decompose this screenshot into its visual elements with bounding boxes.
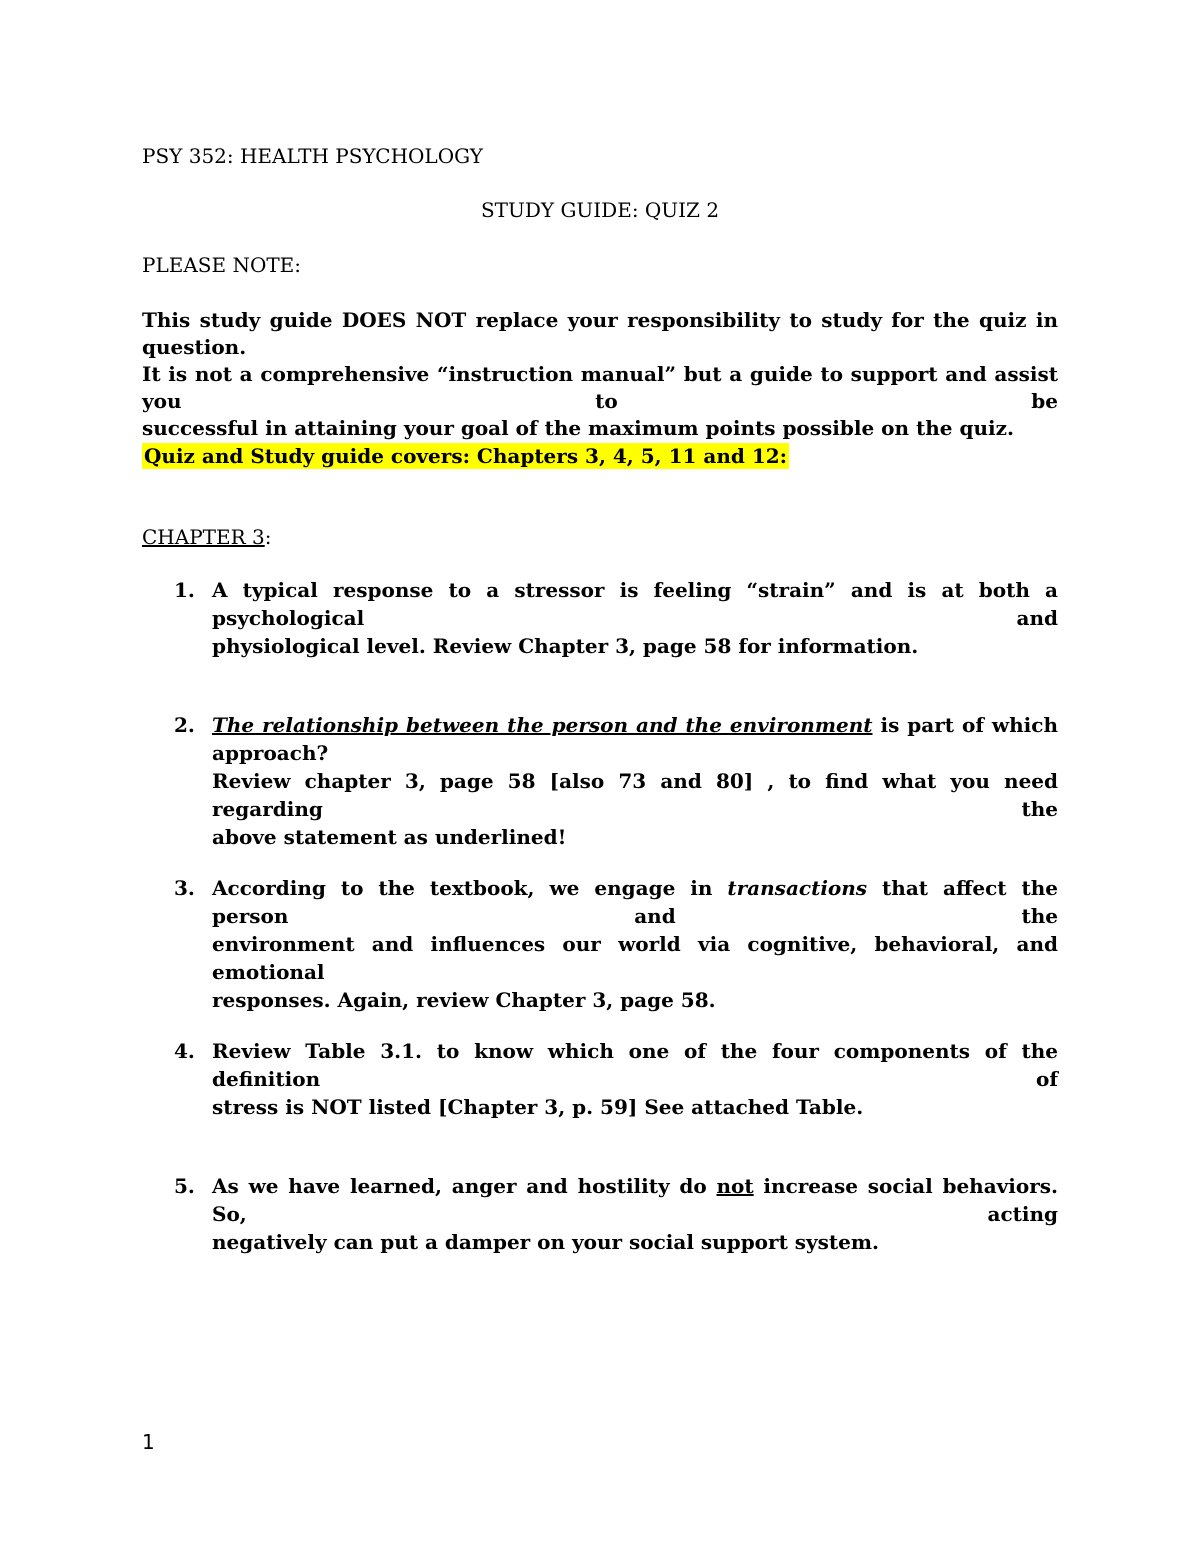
chapter-heading — [142, 524, 271, 550]
item-line-pre: As we have learned, anger and hostility do — [212, 1174, 717, 1198]
disclaimer-paragraph — [142, 307, 1058, 442]
item-line: A typical response to a stressor is feeling “strain” and is at both a psychological and — [212, 578, 1058, 630]
underlined-phrase: The relationship between the person and the environment — [212, 713, 873, 737]
item-text — [212, 1037, 1058, 1121]
item-text — [212, 711, 1058, 851]
chapter-heading-text: CHAPTER 3 — [142, 525, 265, 549]
item-line: Review chapter 3, page 58 [also 73 and 80] , to find what you need regarding the — [212, 769, 1058, 821]
item-number: 2. — [174, 713, 195, 737]
item-text — [212, 1172, 1058, 1256]
item-line: responses. Again, review Chapter 3, page 58. — [212, 988, 716, 1012]
item-line: physiological level. Review Chapter 3, page 58 for information. — [212, 634, 919, 658]
item-line — [212, 711, 1058, 767]
page-number: 1 — [142, 1430, 155, 1454]
item-line-pre: According to the textbook, we engage in — [212, 876, 728, 900]
item-line: negatively can put a damper on your social support system. — [212, 1230, 879, 1254]
item-line: stress is NOT listed [Chapter 3, p. 59] See attached Table. — [212, 1095, 864, 1119]
study-guide-title: STUDY GUIDE: QUIZ 2 — [480, 198, 720, 222]
underlined-word: not — [716, 1174, 754, 1198]
chapter-heading-colon: : — [264, 525, 272, 549]
item-line: Review Table 3.1. to know which one of the four components of the definition of — [212, 1039, 1058, 1091]
disclaimer-line: This study guide DOES NOT replace your responsibility to study for the quiz in question. — [142, 308, 1058, 359]
item-number: 1. — [174, 578, 195, 602]
item-line-rest: is part of which approach? — [212, 713, 1058, 765]
note-label: PLEASE NOTE: — [142, 253, 302, 277]
emphasized-word: transactions — [727, 876, 868, 900]
item-number: 4. — [174, 1039, 195, 1063]
disclaimer-line: successful in attaining your goal of the maximum points possible on the quiz. — [142, 416, 1014, 440]
item-number: 3. — [174, 876, 195, 900]
item-line-post: that affect the person and the — [212, 876, 1058, 928]
disclaimer-line: It is not a comprehensive “instruction manual” but a guide to support and assist you to be — [142, 362, 1058, 413]
course-title: PSY 352: HEALTH PSYCHOLOGY — [142, 144, 483, 168]
item-line-post: increase social behaviors. So, acting — [212, 1174, 1058, 1226]
item-number: 5. — [174, 1174, 195, 1198]
item-line — [212, 1172, 1058, 1228]
coverage-text: Quiz and Study guide covers: Chapters 3, 4, 5, 11 and 12: — [144, 444, 788, 468]
coverage-highlight — [142, 443, 789, 469]
item-text — [212, 874, 1058, 1014]
item-line: above statement as underlined! — [212, 825, 567, 849]
item-text — [212, 576, 1058, 660]
item-line: environment and influences our world via cognitive, behavioral, and emotional — [212, 932, 1058, 984]
item-line — [212, 874, 1058, 930]
